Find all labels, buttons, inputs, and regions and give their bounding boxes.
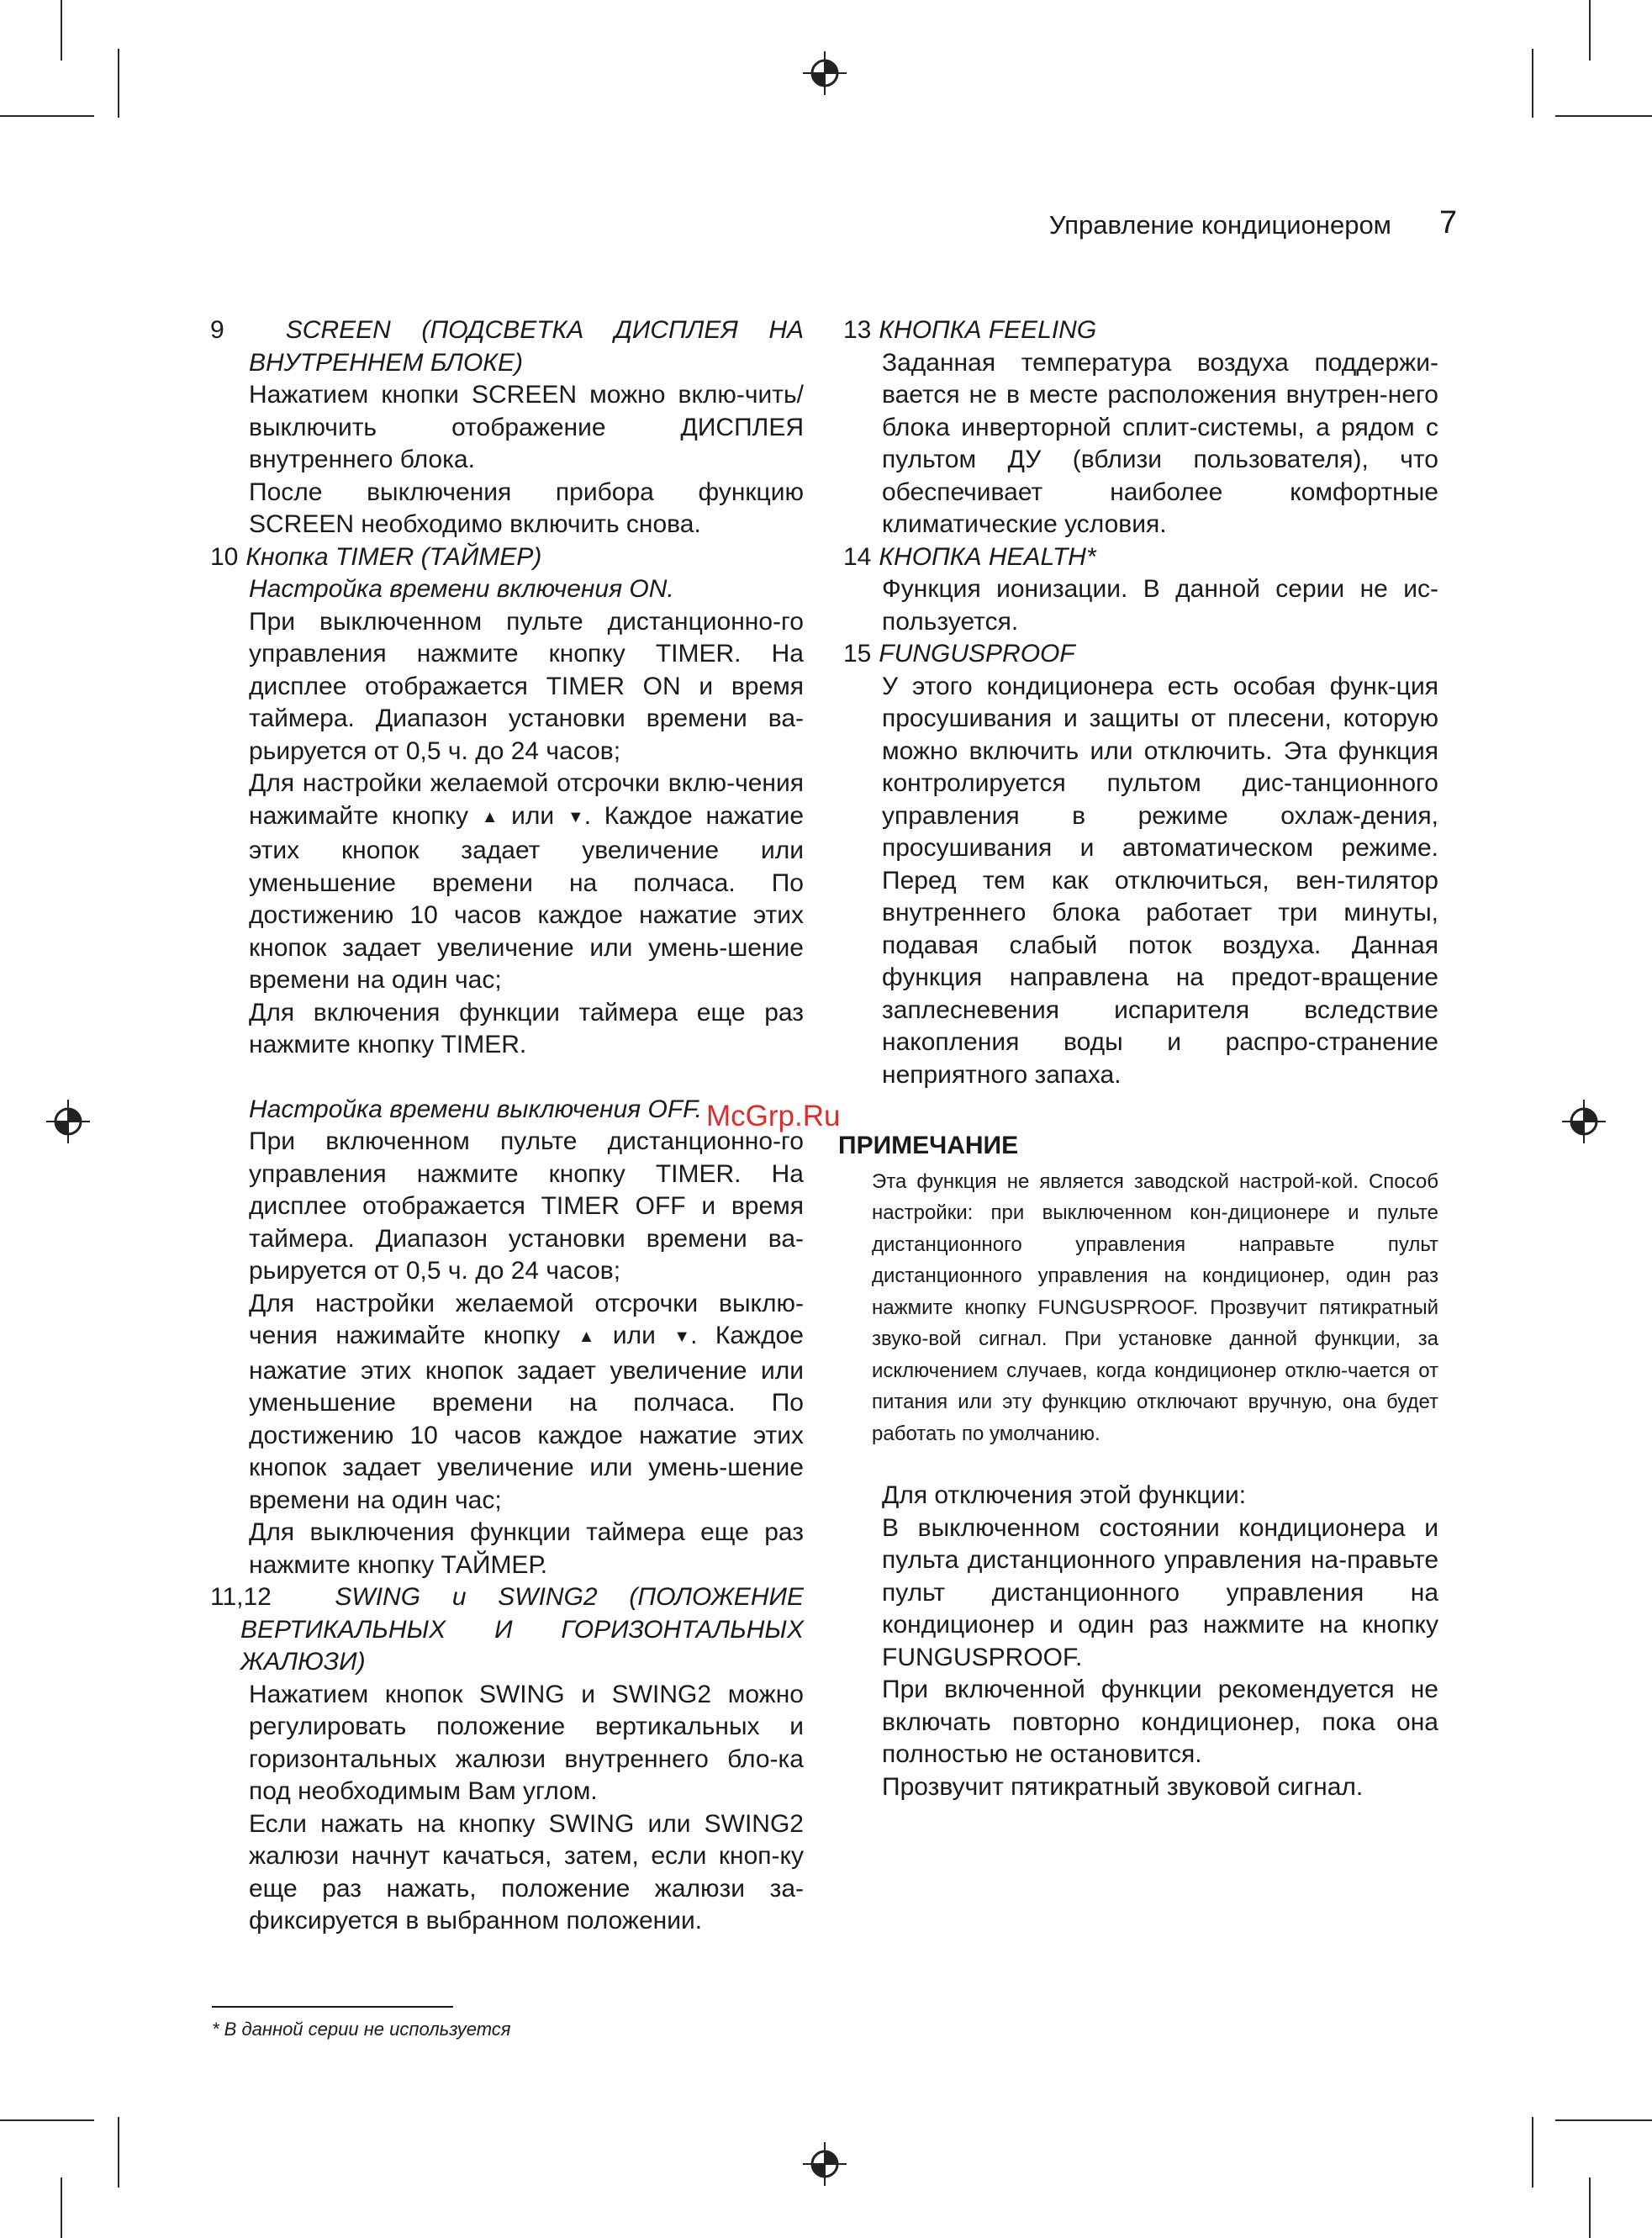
paragraph: Заданная температура воздуха поддержи-вается не в месте расположения внутрен-него блока инверторной сплит-системы, а рядом с пультом ДУ (вблизи пользователя), что обеспечивает наиболее комфортные климатические условия. xyxy=(882,348,1438,538)
item-body xyxy=(843,347,1438,541)
paragraph: Если нажать на кнопку SWING или SWING2 жалюзи начнут качаться, затем, если кноп-ку еще раз нажать, положение жалюзи за-фиксируется в выбранном положении. xyxy=(249,1809,804,1934)
item-heading xyxy=(843,541,1438,574)
paragraph: После выключения прибора функцию SCREEN необходимо включить снова. xyxy=(249,478,804,538)
item-number: 10 xyxy=(210,542,239,571)
crop-mark xyxy=(61,2177,62,2238)
note-text xyxy=(843,1166,1438,1450)
paragraph: Для включения функции таймера еще раз нажмите кнопку TIMER. xyxy=(249,998,804,1058)
item-body xyxy=(210,573,804,1581)
up-triangle-icon: ▲ xyxy=(578,1327,595,1346)
paragraph: Эта функция не является заводской настрой-кой. Способ настройки: при выключенном кон-диционере и пульте дистанционного управления направьте пульт дистанционного управления на кондиционер, один раз нажмите кнопку FUNGUSPROOF. Прозвучит пятикратный звуко-вой сигнал. При установке данной функции, за исключением случаев, когда кондиционер отклю-чается от питания или эту функцию отключают вручную, она будет работать по умолчанию. xyxy=(872,1169,1438,1445)
item-body xyxy=(843,671,1438,1092)
paragraph: У этого кондиционера есть особая функ-ция просушивания и защиты от плесени, которую можно включить или отключить. Эта функция контролируется пультом дис-танционного управления в режиме охлаж-дения, просушивания и автоматическом режиме. Перед тем как отключиться, вен-тилятор внутреннего блока работает три минуты, подавая слабый поток воздуха. Данная функция направлена на предот-вращение заплесневения испарителя вследствие накопления воды и распро-странение неприятного запаха. xyxy=(882,672,1438,1089)
watermark: McGrp.Ru xyxy=(706,1100,841,1132)
crop-mark xyxy=(1555,2119,1652,2121)
registration-mark-icon xyxy=(1562,1100,1606,1143)
paragraph: Нажатием кнопок SWING и SWING2 можно регулировать положение вертикальных и горизонтальных жалюзи внутреннего бло-ка под необходимым Вам углом. xyxy=(249,1680,804,1805)
registration-mark-icon xyxy=(803,51,847,95)
paragraph: При выключенном пульте дистанционно-го управления нажмите кнопку TIMER. На дисплее отображается TIMER ON и время таймера. Диапазон установки времени ва-рьируется от 0,5 ч. до 24 часов; xyxy=(249,607,804,765)
text-run: или xyxy=(511,801,555,830)
paragraph: Прозвучит пятикратный звуковой сигнал. xyxy=(882,1772,1364,1801)
item-number: 13 xyxy=(843,316,872,344)
paragraph: Нажатием кнопки SCREEN можно вклю-чить/выключить отображение ДИСПЛЕЯ внутреннего блока. xyxy=(249,381,804,473)
crop-mark xyxy=(118,49,119,118)
item-heading xyxy=(843,638,1438,671)
item-body xyxy=(210,1679,804,1938)
paragraph xyxy=(249,1288,804,1518)
subheading: Настройка времени выключения OFF. xyxy=(249,1095,702,1123)
paragraph: При включенном пульте дистанционно-го управления нажмите кнопку TIMER. На дисплее отображается TIMER OFF и время таймера. Диапазон установки времени ва-рьируется от 0,5 ч. до 24 часов; xyxy=(249,1127,804,1285)
text-run: . Каждое нажатие этих кнопок задает увеличение или уменьшение времени на полчаса. По достижению 10 часов каждое нажатие этих кнопок задает увеличение или умень-шение времени на один час; xyxy=(249,1322,804,1514)
item-number: 9 xyxy=(210,316,224,344)
up-triangle-icon: ▲ xyxy=(481,807,499,826)
crop-mark xyxy=(1555,115,1652,117)
paragraph: Функция ионизации. В данной серии не ис-пользуется. xyxy=(882,575,1438,636)
item-number: 14 xyxy=(843,542,872,571)
text-run: Для настройки желаемой отсрочки выклю-чения нажимайте кнопку xyxy=(249,1289,804,1349)
item-heading xyxy=(210,314,804,379)
footnote-rule xyxy=(212,2006,453,2008)
right-column xyxy=(838,314,1438,1803)
running-title: Управление кондиционером xyxy=(1048,210,1391,240)
crop-mark xyxy=(1589,2177,1591,2238)
item-title: SCREEN (ПОДСВЕТКА ДИСПЛЕЯ НА ВНУТРЕННЕМ БЛОКЕ) xyxy=(249,316,805,377)
text-run: . Каждое нажатие этих кнопок задает увеличение или уменьшение времени на полчаса. По достижению 10 часов каждое нажатие этих кнопок задает увеличение или умень-шение времени на один час; xyxy=(249,801,805,994)
item-title: КНОПКА FEELING xyxy=(879,316,1097,344)
paragraph: При включенной функции рекомендуется не включать повторно кондиционер, пока она полностью не остановится. xyxy=(882,1676,1438,1768)
item-body xyxy=(210,379,804,541)
item-number: 11,12 xyxy=(210,1583,272,1611)
item-title: SWING и SWING2 (ПОЛОЖЕНИЕ ВЕРТИКАЛЬНЫХ И ГОРИЗОНТАЛЬНЫХ ЖАЛЮЗИ) xyxy=(240,1583,804,1676)
down-triangle-icon: ▼ xyxy=(673,1327,691,1346)
registration-mark-icon xyxy=(803,2142,847,2186)
paragraph: Для отключения этой функции: xyxy=(882,1481,1247,1509)
text-run: или xyxy=(612,1322,656,1349)
paragraph xyxy=(249,768,804,997)
crop-mark xyxy=(1532,2117,1533,2188)
down-triangle-icon: ▼ xyxy=(567,807,584,826)
page-number: 7 xyxy=(1439,205,1458,240)
crop-mark xyxy=(61,0,62,61)
item-heading xyxy=(210,541,804,574)
text-run: Для настройки желаемой отсрочки вклю-чения нажимайте кнопку xyxy=(249,769,804,830)
paragraph: Для выключения функции таймера еще раз нажмите кнопку ТАЙМЕР. xyxy=(249,1518,804,1579)
footnote: * В данной серии не используется xyxy=(212,2019,511,2040)
registration-mark-icon xyxy=(46,1100,90,1143)
crop-mark xyxy=(118,2117,119,2188)
item-heading xyxy=(210,1581,804,1679)
item-number: 15 xyxy=(843,640,872,668)
crop-mark xyxy=(1589,0,1591,61)
note-heading: ПРИМЕЧАНИЕ xyxy=(838,1132,1019,1159)
disable-instructions xyxy=(843,1480,1438,1803)
item-title: FUNGUSPROOF xyxy=(879,640,1075,668)
crop-mark xyxy=(1532,49,1533,118)
paragraph: В выключенном состоянии кондиционера и пульта дистанционного управления на-правьте пульт дистанционного управления на кондиционер и один раз нажмите на кнопку FUNGUSPROOF. xyxy=(882,1513,1438,1671)
spacer xyxy=(249,1062,804,1094)
crop-mark xyxy=(0,115,94,117)
subheading: Настройка времени включения ON. xyxy=(249,575,674,603)
crop-mark xyxy=(0,2119,94,2121)
item-title: Кнопка TIMER (ТАЙМЕР) xyxy=(245,542,542,571)
item-title: КНОПКА HEALTH* xyxy=(879,542,1096,571)
item-body xyxy=(843,573,1438,638)
item-heading xyxy=(843,314,1438,347)
